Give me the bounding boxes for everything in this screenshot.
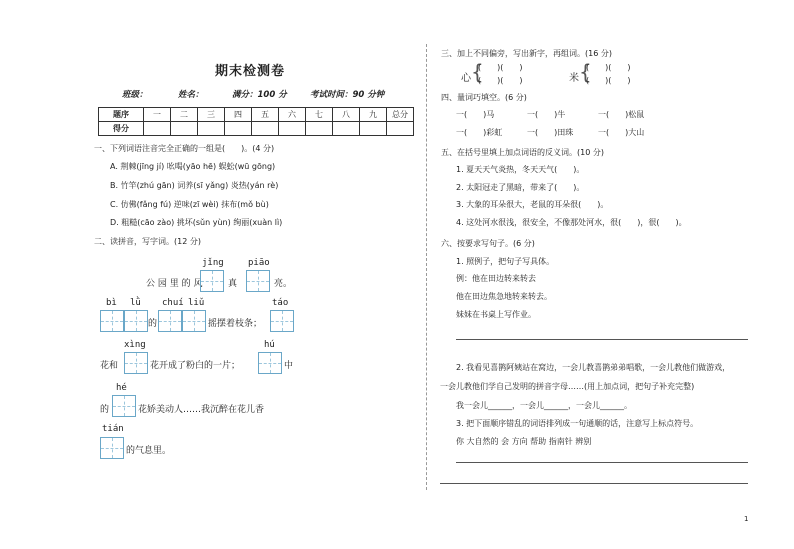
char-box[interactable] — [124, 310, 148, 332]
pinyin-chui: chuí — [162, 298, 184, 308]
score-header-cell: 八 — [333, 108, 360, 122]
q3-char-mi: 米 — [569, 73, 579, 84]
char-box[interactable] — [258, 352, 282, 374]
char-box[interactable] — [270, 310, 294, 332]
q6-title: 六、按要求写句子。(6 分) — [441, 239, 535, 248]
pinyin-tian: tián — [102, 424, 124, 434]
pinyin-piao: piāo — [248, 258, 270, 268]
pinyin-lv: lǜ — [130, 298, 141, 308]
q2-line3-c: 中 — [284, 361, 294, 371]
score-cell[interactable] — [225, 122, 252, 136]
char-box[interactable] — [158, 310, 182, 332]
q6-words: 你 大自然的 会 方向 帮助 指南针 辨别 — [456, 437, 592, 446]
score-cell[interactable] — [144, 122, 171, 136]
exam-time: 考试时间：90 分钟 — [310, 90, 385, 100]
answer-line[interactable] — [456, 339, 748, 340]
q6-sub2c[interactable]: 我一会儿______，一会儿______，一会儿______。 — [456, 401, 632, 410]
pinyin-xing: xìng — [124, 340, 146, 350]
q2-line1-b: 真 — [228, 279, 238, 289]
score-header-cell: 七 — [306, 108, 333, 122]
score-header-cell: 一 — [144, 108, 171, 122]
char-box[interactable] — [182, 310, 206, 332]
q2-line1-c: 亮。 — [274, 279, 293, 289]
q4-item[interactable]: 一( )马 — [456, 110, 495, 119]
answer-line[interactable] — [440, 483, 748, 484]
q4-item[interactable]: 一( )田珠 — [527, 128, 574, 137]
class-label: 班级： — [122, 90, 148, 100]
score-header-cell: 三 — [198, 108, 225, 122]
q2-line4-b: 花娇美动人……我沉醉在花儿香 — [138, 405, 265, 415]
q6-example-full: 他在田边焦急地转来转去。 — [456, 292, 552, 301]
q6-example: 例：他在田边转来转去 — [456, 274, 536, 283]
score-header-cell: 二 — [171, 108, 198, 122]
score-header-cell: 总分 — [387, 108, 414, 122]
q3-char-xin: 心 — [461, 73, 471, 84]
column-divider — [426, 44, 427, 490]
brace-icon: { — [579, 60, 592, 84]
q3-title: 三、加上不同偏旁，写出新字，再组词。(16 分) — [441, 49, 612, 58]
score-cell[interactable] — [171, 122, 198, 136]
score-row-label: 得分 — [99, 122, 144, 136]
q1-option-c[interactable]: C. 仿佛(fǎng fú) 逆味(zī wèi) 抹布(mǒ bù) — [110, 200, 269, 209]
q1-option-d[interactable]: D. 粗糙(cāo zào) 挑坏(sǔn yùn) 绚丽(xuàn lì) — [110, 218, 283, 227]
pinyin-bi: bì — [106, 298, 117, 308]
brace-icon: { — [471, 60, 484, 84]
score-cell[interactable] — [198, 122, 225, 136]
q4-item[interactable]: 一( )彩虹 — [456, 128, 503, 137]
full-score: 满分：100 分 — [232, 90, 287, 100]
q6-sub1: 1. 照例子，把句子写具体。 — [456, 257, 555, 266]
q4-title: 四、量词巧填空。(6 分) — [441, 93, 527, 102]
char-box[interactable] — [124, 352, 148, 374]
pinyin-he: hé — [116, 383, 127, 393]
pinyin-tao: táo — [272, 298, 289, 308]
page-number: 1 — [744, 515, 749, 523]
score-header-cell: 六 — [279, 108, 306, 122]
score-table — [98, 107, 414, 136]
score-cell[interactable] — [360, 122, 387, 136]
score-header-cell: 题序 — [99, 108, 144, 122]
q3-paren[interactable]: ( )( ) — [478, 63, 523, 72]
pinyin-liu: liǔ — [188, 298, 205, 308]
name-label: 姓名： — [178, 90, 204, 100]
q3-paren[interactable]: ( )( ) — [586, 63, 631, 72]
score-cell[interactable] — [252, 122, 279, 136]
char-box[interactable] — [112, 395, 136, 417]
pinyin-jing: jǐng — [202, 258, 224, 268]
q1-option-a[interactable]: A. 荆棘(jīng jí) 吆喝(yāo hē) 蜈蚣(wū gōng) — [110, 162, 276, 171]
q2-line3-a: 花和 — [100, 361, 119, 371]
q6-sub3: 3. 把下面顺序错乱的词语排列成一句通顺的话，注意写上标点符号。 — [456, 419, 699, 428]
q2-line2-a: 的 — [148, 319, 158, 329]
q2-line3-b: 花开成了粉白的一片； — [150, 361, 241, 371]
score-cell[interactable] — [333, 122, 360, 136]
q5-title: 五、在括号里填上加点词语的反义词。(10 分) — [441, 148, 604, 157]
q2-line4-a: 的 — [100, 405, 110, 415]
q2-line2-b: 摇摆着枝条； — [208, 319, 263, 329]
q6-sub2b: 一会儿教他们学自己发明的拼音字母……(用上加点词，把句子补充完整) — [440, 382, 695, 391]
q5-item[interactable]: 1. 夏天天气炎热，冬天天气( )。 — [456, 165, 585, 174]
q5-item[interactable]: 4. 这处河水很浅，很安全，不像那处河水，很( )，很( )。 — [456, 218, 687, 227]
q1-option-b[interactable]: B. 竹竿(zhú gān) 词养(sī yǎng) 炎热(yán rè) — [110, 181, 279, 190]
page-title: 期末检测卷 — [215, 64, 286, 79]
answer-line[interactable] — [456, 462, 748, 463]
q2-line5: 的气息里。 — [126, 446, 172, 456]
q3-paren[interactable]: ( )( ) — [586, 76, 631, 85]
score-cell[interactable] — [387, 122, 414, 136]
q5-item[interactable]: 3. 大象的耳朵很大，老鼠的耳朵很( )。 — [456, 200, 609, 209]
q2-line1-a: 公 园 里 的 风 — [146, 279, 203, 289]
q4-item[interactable]: 一( )松鼠 — [598, 110, 645, 119]
char-box[interactable] — [246, 270, 270, 292]
pinyin-hu: hú — [264, 340, 275, 350]
q5-item[interactable]: 2. 太阳冠走了黑暗，带来了( )。 — [456, 183, 585, 192]
q4-item[interactable]: 一( )牛 — [527, 110, 566, 119]
q2-title: 二、读拼音，写字词。(12 分) — [94, 237, 201, 246]
q1-title: 一、下列词语注音完全正确的一组是( )。(4 分) — [94, 144, 275, 153]
char-box[interactable] — [100, 437, 124, 459]
score-header-cell: 九 — [360, 108, 387, 122]
score-cell[interactable] — [279, 122, 306, 136]
char-box[interactable] — [200, 270, 224, 292]
q6-prompt: 妹妹在书桌上写作业。 — [456, 310, 536, 319]
q6-sub2a: 2. 我看见喜鹊阿姨站在窝边，一会儿教喜鹊弟弟唱歌，一会儿教他们做游戏， — [456, 363, 731, 372]
score-header-cell: 四 — [225, 108, 252, 122]
score-header-cell: 五 — [252, 108, 279, 122]
q3-paren[interactable]: ( )( ) — [478, 76, 523, 85]
score-cell[interactable] — [306, 122, 333, 136]
char-box[interactable] — [100, 310, 124, 332]
q4-item[interactable]: 一( )大山 — [598, 128, 645, 137]
